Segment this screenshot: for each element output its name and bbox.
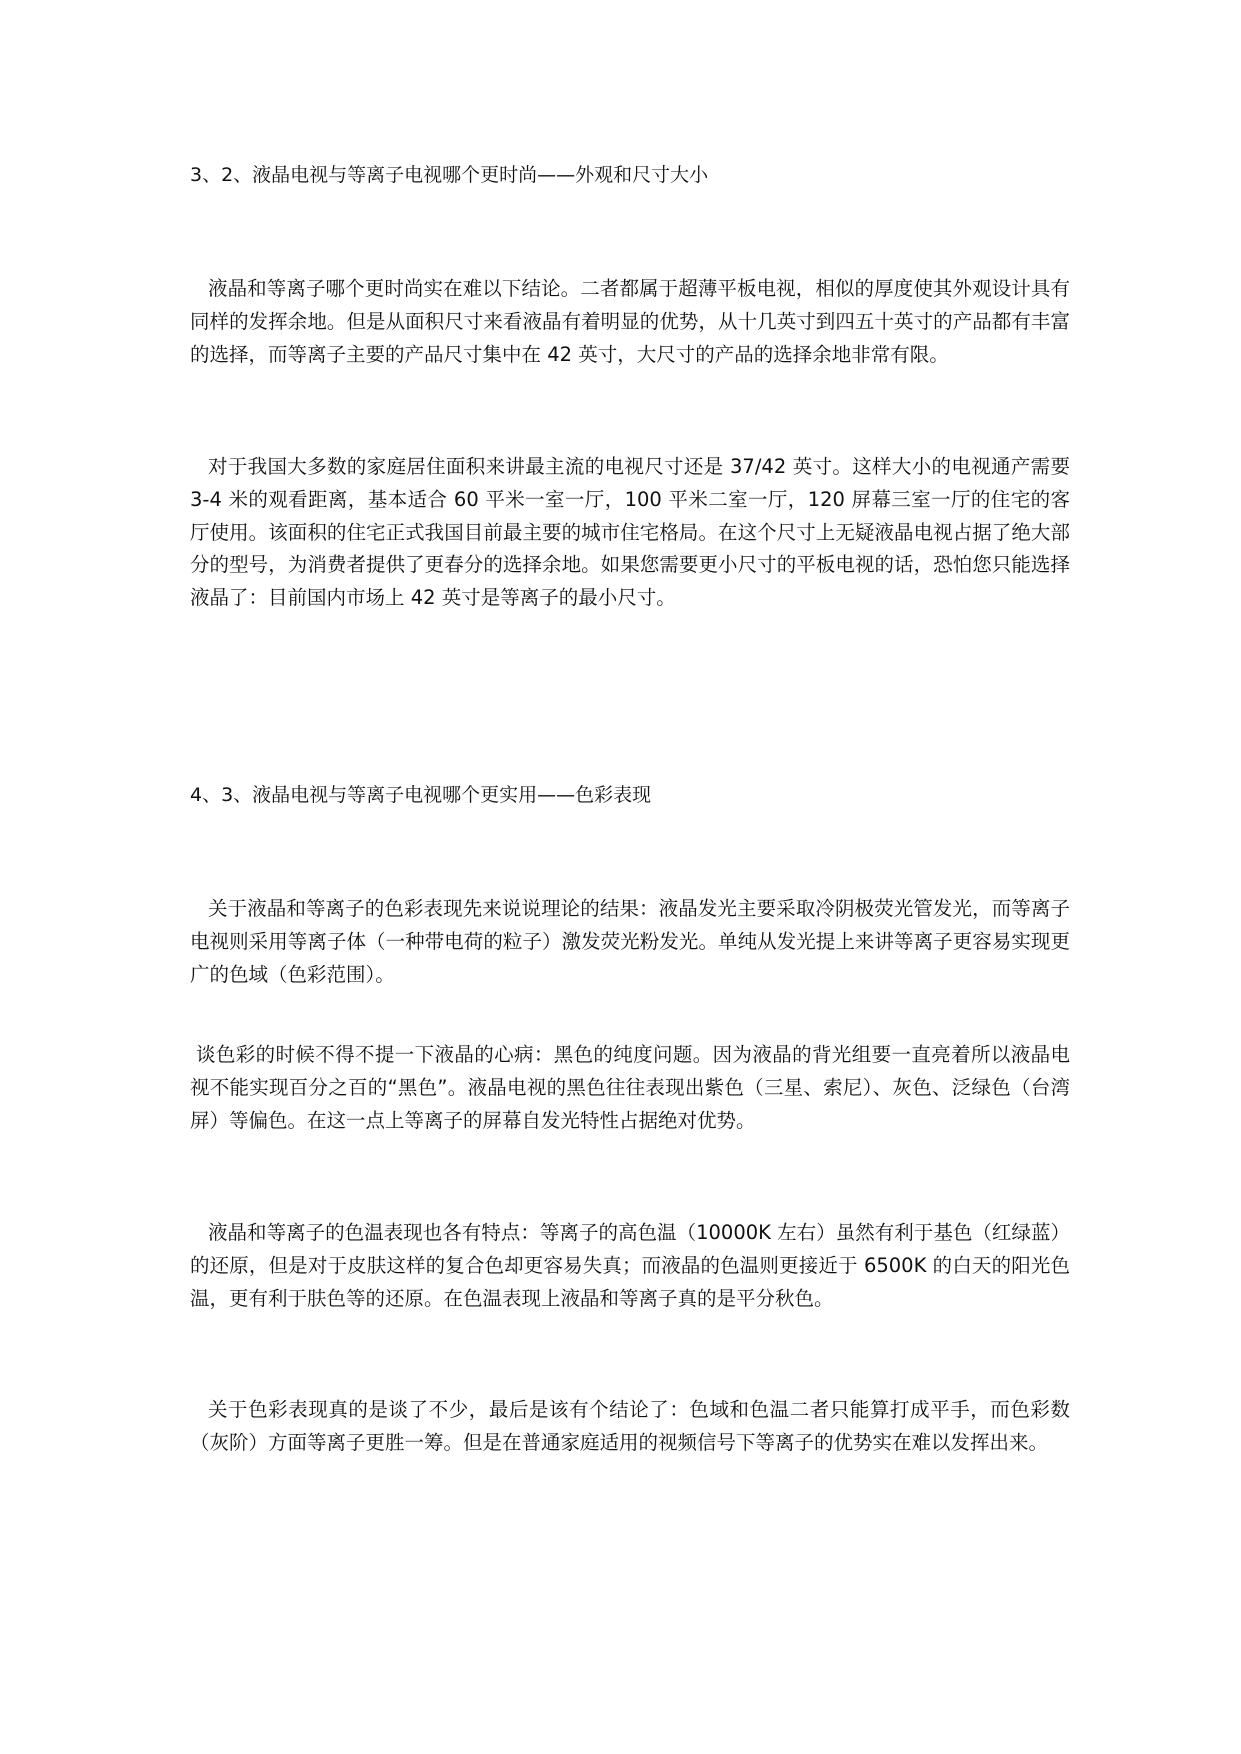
paragraph-black-purity: 谈色彩的时候不得不提一下液晶的心病：黑色的纯度问题。因为液晶的背光组要一直亮着所以液晶电视不能实现百分之百的“黑色”。液晶电视的黑色往往表现出紫色（三星、索尼）、灰色、泛绿色（台湾屏）等偏色。在这一点上等离子的屏幕自发光特性占据绝对优势。 — [190, 1043, 1070, 1132]
paragraph-color-temperature: 液晶和等离子的色温表现也各有特点：等离子的高色温（10000K 左右）虽然有利于基色（红绿蓝）的还原，但是对于皮肤这样的复合色却更容易失真；而液晶的色温则更接近于 6500K 的白天的阳光色温，更有利于肤色等的还原。在色温表现上液晶和等离子真的是平分秋色。 — [190, 1221, 1070, 1310]
section-heading-appearance-size: 3、2、液晶电视与等离子电视哪个更时尚——外观和尺寸大小 — [190, 164, 709, 186]
paragraph-color-conclusion: 关于色彩表现真的是谈了不少，最后是该有个结论了：色域和色温二者只能算打成平手，而色彩数（灰阶）方面等离子更胜一筹。但是在普通家庭适用的视频信号下等离子的优势实在难以发挥出来。 — [190, 1398, 1070, 1454]
paragraph-mainstream-size: 对于我国大多数的家庭居住面积来讲最主流的电视尺寸还是 37/42 英寸。这样大小的电视通产需要 3-4 米的观看距离，基本适合 60 平米一室一厅，100 平米二室一厅，120 屏幕三室一厅的住宅的客厅使用。该面积的住宅正式我国目前最主要的城市住宅格局。在这个尺寸上无疑液晶电视占据了绝大部分的型号，为消费者提供了更春分的选择余地。如果您需要更小尺寸的平板电视的话，恐怕您只能选择液晶了：目前国内市场上 42 英寸是等离子的最小尺寸。 — [190, 455, 1070, 610]
paragraph-fashion-conclusion: 液晶和等离子哪个更时尚实在难以下结论。二者都属于超薄平板电视，相似的厚度使其外观设计具有同样的发挥余地。但是从面积尺寸来看液晶有着明显的优势，从十几英寸到四五十英寸的产品都有丰富的选择，而等离子主要的产品尺寸集中在 42 英寸，大尺寸的产品的选择余地非常有限。 — [190, 277, 1070, 366]
paragraph-color-theory: 关于液晶和等离子的色彩表现先来说说理论的结果：液晶发光主要采取冷阴极荧光管发光，而等离子电视则采用等离子体（一种带电荷的粒子）激发荧光粉发光。单纯从发光提上来讲等离子更容易实现更广的色域（色彩范围）。 — [190, 897, 1070, 986]
section-heading-color-performance: 4、3、液晶电视与等离子电视哪个更实用——色彩表现 — [190, 784, 652, 806]
